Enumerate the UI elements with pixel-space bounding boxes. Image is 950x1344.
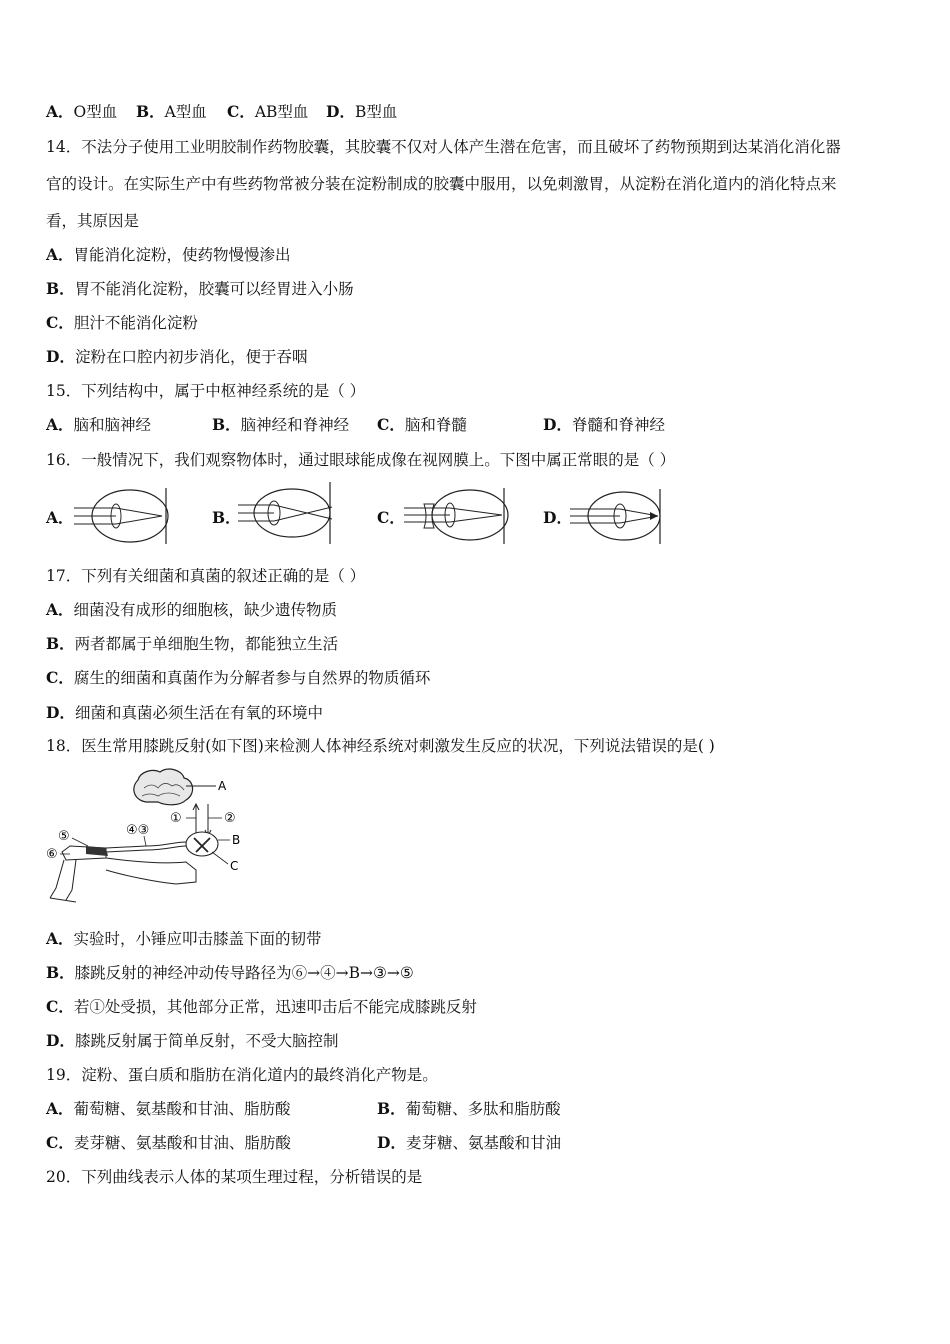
q19-option-c (46, 1133, 291, 1153)
q17-option-d (46, 703, 323, 723)
q15-option-b (212, 415, 349, 435)
option-letter: B． (136, 102, 165, 121)
q15-option-c (377, 415, 467, 435)
eye-diagram-b (238, 480, 334, 546)
option-text: 脑和脑神经 (73, 416, 152, 434)
option-letter: B． (46, 963, 75, 982)
option-letter: C． (46, 313, 74, 332)
option-letter: A． (46, 600, 74, 619)
option-text: 淀粉在口腔内初步消化，便于吞咽 (74, 348, 308, 366)
q14-option-d (46, 347, 307, 367)
option-letter: B． (212, 415, 241, 434)
option-text: 胆汁不能消化淀粉 (73, 314, 198, 332)
option-letter: A． (46, 929, 74, 948)
option-text: 膝跳反射属于简单反射，不受大脑控制 (74, 1032, 339, 1050)
q20-stem: 20．下列曲线表示人体的某项生理过程，分析错误的是 (46, 1168, 423, 1186)
q14-option-b (46, 279, 354, 299)
label-1: ① (170, 811, 182, 826)
q14-option-c (46, 313, 198, 333)
option-letter: C． (46, 1133, 74, 1152)
label-a: A (218, 779, 227, 793)
q19-option-b (377, 1099, 561, 1119)
option-text: 细菌没有成形的细胞核，缺少遗传物质 (73, 601, 338, 619)
option-text: A型血 (164, 103, 207, 121)
q19-stem: 19．淀粉、蛋白质和脂肪在消化道内的最终消化产物是。 (46, 1066, 438, 1084)
option-letter: D． (326, 102, 355, 121)
option-text: 胃能消化淀粉，使药物慢慢渗出 (73, 246, 291, 264)
option-text: 实验时，小锤应叩击膝盖下面的韧带 (73, 930, 322, 948)
eye-diagram-c (404, 484, 510, 546)
q18-stem: 18．医生常用膝跳反射(如下图)来检测人体神经系统对刺激发生反应的状况，下列说法错误的是( ) (46, 737, 715, 755)
option-letter: A． (46, 102, 74, 121)
label-43: ④③ (126, 823, 150, 838)
option-letter: C． (46, 997, 74, 1016)
q18-option-c (46, 997, 477, 1017)
option-text: 葡萄糖、多肽和脂肪酸 (405, 1100, 561, 1118)
q16-option-b-letter: B． (212, 508, 241, 527)
q19-option-d (377, 1133, 561, 1153)
eye-diagram-a (74, 484, 170, 546)
option-text: 细菌和真菌必须生活在有氧的环境中 (74, 704, 323, 722)
q19-option-a (46, 1099, 291, 1119)
q18-option-a (46, 929, 322, 949)
q16-stem: 16．一般情况下，我们观察物体时，通过眼球能成像在视网膜上。下图中属正常眼的是（ ） (46, 451, 676, 469)
option-letter: A． (46, 245, 74, 264)
label-6: ⑥ (46, 847, 58, 862)
q18-option-b (46, 963, 414, 983)
option-letter: A． (46, 415, 74, 434)
q14-stem-line2: 官的设计。在实际生产中有些药物常被分装在淀粉制成的胶囊中服用，以免刺激胃，从淀粉在消化道内的消化特点来 (46, 175, 837, 193)
q17-stem: 17．下列有关细菌和真菌的叙述正确的是（ ） (46, 567, 366, 585)
q16-option-c-letter: C． (377, 508, 405, 527)
q14-stem-line1: 14．不法分子使用工业明胶制作药物胶囊，其胶囊不仅对人体产生潜在危害，而且破坏了药物预期到达某消化消化器 (46, 138, 841, 156)
option-text: 脊髓和脊神经 (571, 416, 665, 434)
q17-option-c (46, 668, 430, 688)
q15-option-d (543, 415, 665, 435)
q13-option-c (227, 102, 308, 122)
option-letter: D． (46, 347, 75, 366)
q14-option-a (46, 245, 291, 265)
option-text: 胃不能消化淀粉，胶囊可以经胃进入小肠 (74, 280, 354, 298)
option-letter: D． (543, 415, 572, 434)
q18-option-d (46, 1031, 338, 1051)
option-text: 脑神经和脊神经 (240, 416, 350, 434)
option-text: 麦芽糖、氨基酸和甘油 (405, 1134, 561, 1152)
label-2: ② (224, 811, 236, 826)
option-text: 葡萄糖、氨基酸和甘油、脂肪酸 (73, 1100, 291, 1118)
option-text: B型血 (354, 103, 398, 121)
q15-option-a (46, 415, 151, 435)
q17-option-b (46, 634, 338, 654)
option-text: 腐生的细菌和真菌作为分解者参与自然界的物质循环 (73, 669, 431, 687)
option-letter: B． (46, 279, 75, 298)
option-text: 若①处受损，其他部分正常，迅速叩击后不能完成膝跳反射 (73, 998, 477, 1016)
option-letter: B． (377, 1099, 406, 1118)
label-b: B (232, 833, 241, 847)
option-letter: D． (46, 1031, 75, 1050)
eye-diagram-d (570, 486, 666, 546)
option-text: 膝跳反射的神经冲动传导路径为⑥→④→B→③→⑤ (74, 964, 414, 982)
option-text: 脑和脊髓 (404, 416, 467, 434)
label-5: ⑤ (58, 829, 70, 844)
q16-option-d-letter: D． (543, 508, 572, 527)
option-text: 麦芽糖、氨基酸和甘油、脂肪酸 (73, 1134, 291, 1152)
brain-icon (134, 769, 193, 805)
option-letter: A． (46, 1099, 74, 1118)
q15-stem: 15．下列结构中，属于中枢神经系统的是（ ） (46, 382, 366, 400)
q16-option-a-letter: A． (46, 508, 74, 527)
option-letter: C． (377, 415, 405, 434)
option-letter: B． (46, 634, 75, 653)
q13-option-b (136, 102, 207, 122)
q17-option-a (46, 600, 337, 620)
option-letter: D． (377, 1133, 406, 1152)
option-letter: D． (46, 703, 75, 722)
label-c: C (230, 859, 239, 873)
option-text: AB型血 (254, 103, 309, 121)
q13-option-a (46, 102, 117, 122)
option-letter: C． (46, 668, 74, 687)
q14-stem-line3: 看，其原因是 (46, 212, 140, 230)
q13-option-d (326, 102, 397, 122)
option-text: 两者都属于单细胞生物，都能独立生活 (74, 635, 339, 653)
option-letter: C． (227, 102, 255, 121)
option-text: O型血 (73, 103, 118, 121)
knee-jerk-reflex-figure (46, 766, 246, 906)
